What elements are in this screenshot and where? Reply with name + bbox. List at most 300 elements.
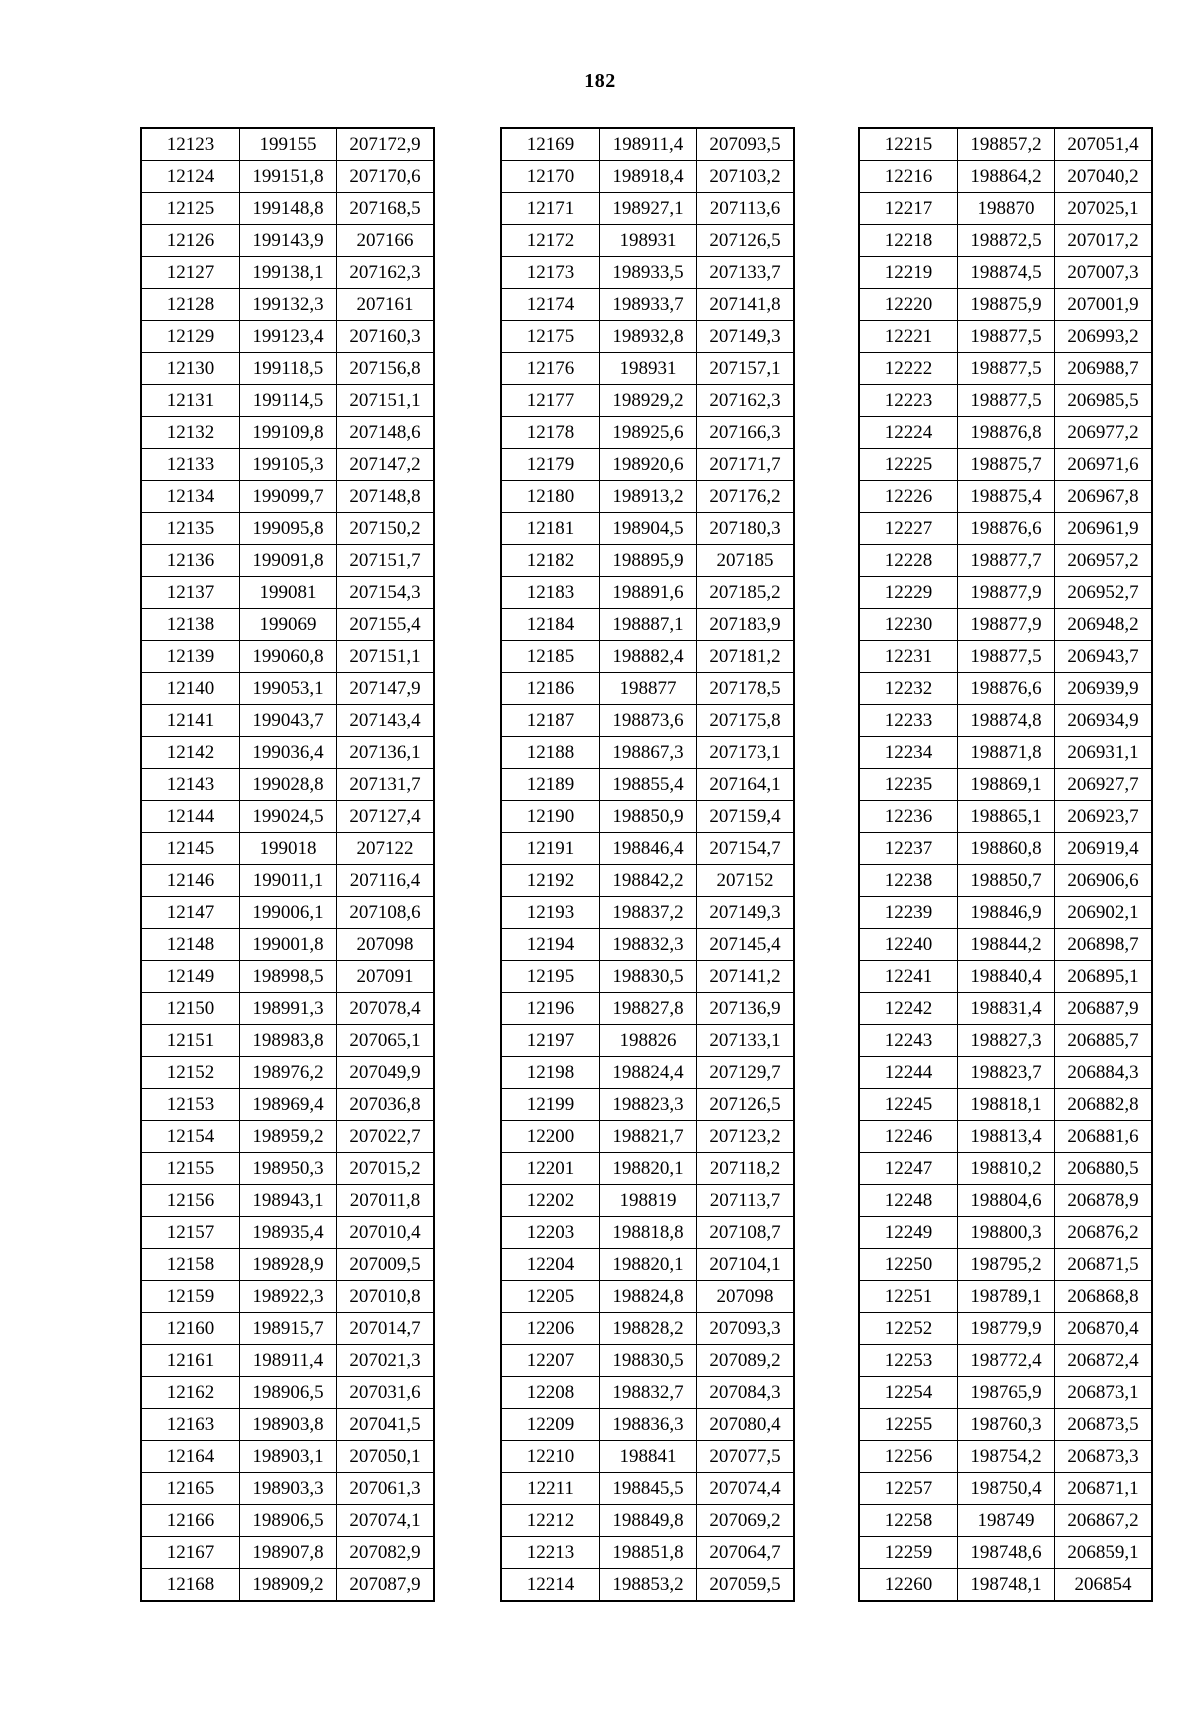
y-coordinate-cell: 207059,5: [697, 1569, 795, 1602]
x-coordinate-cell: 198824,4: [600, 1057, 697, 1089]
y-coordinate-cell: 207136,1: [337, 737, 435, 769]
y-coordinate-cell: 207093,3: [697, 1313, 795, 1345]
table-row: [141, 673, 434, 705]
table-row: [501, 993, 794, 1025]
y-coordinate-cell: 206887,9: [1055, 993, 1153, 1025]
y-coordinate-cell: 207098: [697, 1281, 795, 1313]
x-coordinate-cell: 198828,2: [600, 1313, 697, 1345]
y-coordinate-cell: 206952,7: [1055, 577, 1153, 609]
y-coordinate-cell: 207007,3: [1055, 257, 1153, 289]
table-row: [141, 417, 434, 449]
table-row: [859, 161, 1152, 193]
table-row: [501, 769, 794, 801]
x-coordinate-cell: 198933,7: [600, 289, 697, 321]
point-number-cell: 12182: [501, 545, 600, 577]
x-coordinate-cell: 198874,8: [958, 705, 1055, 737]
point-number-cell: 12154: [141, 1121, 240, 1153]
point-number-cell: 12199: [501, 1089, 600, 1121]
point-number-cell: 12224: [859, 417, 958, 449]
table-row: [859, 1089, 1152, 1121]
point-number-cell: 12219: [859, 257, 958, 289]
y-coordinate-cell: 207104,1: [697, 1249, 795, 1281]
x-coordinate-cell: 198909,2: [240, 1569, 337, 1602]
x-coordinate-cell: 199132,3: [240, 289, 337, 321]
point-number-cell: 12252: [859, 1313, 958, 1345]
coordinate-table-1: [140, 127, 435, 1602]
table-row: [501, 1089, 794, 1121]
x-coordinate-cell: 198887,1: [600, 609, 697, 641]
x-coordinate-cell: 198821,7: [600, 1121, 697, 1153]
point-number-cell: 12189: [501, 769, 600, 801]
table-row: [141, 289, 434, 321]
point-number-cell: 12153: [141, 1089, 240, 1121]
y-coordinate-cell: 207180,3: [697, 513, 795, 545]
y-coordinate-cell: 207173,1: [697, 737, 795, 769]
x-coordinate-cell: 198846,4: [600, 833, 697, 865]
point-number-cell: 12169: [501, 128, 600, 161]
point-number-cell: 12245: [859, 1089, 958, 1121]
point-number-cell: 12229: [859, 577, 958, 609]
table-row: [501, 1217, 794, 1249]
table-row: [859, 833, 1152, 865]
point-number-cell: 12164: [141, 1441, 240, 1473]
x-coordinate-cell: 198842,2: [600, 865, 697, 897]
x-coordinate-cell: 198906,5: [240, 1505, 337, 1537]
y-coordinate-cell: 206895,1: [1055, 961, 1153, 993]
table-row: [859, 609, 1152, 641]
table-row: [501, 225, 794, 257]
x-coordinate-cell: 198911,4: [240, 1345, 337, 1377]
x-coordinate-cell: 198837,2: [600, 897, 697, 929]
point-number-cell: 12250: [859, 1249, 958, 1281]
y-coordinate-cell: 207011,8: [337, 1185, 435, 1217]
table-row: [501, 417, 794, 449]
table-row: [859, 1409, 1152, 1441]
x-coordinate-cell: 198820,1: [600, 1153, 697, 1185]
x-coordinate-cell: 198991,3: [240, 993, 337, 1025]
x-coordinate-cell: 199006,1: [240, 897, 337, 929]
point-number-cell: 12233: [859, 705, 958, 737]
point-number-cell: 12143: [141, 769, 240, 801]
y-coordinate-cell: 207166,3: [697, 417, 795, 449]
point-number-cell: 12129: [141, 321, 240, 353]
table-row: [859, 897, 1152, 929]
x-coordinate-cell: 198844,2: [958, 929, 1055, 961]
table-row: [501, 481, 794, 513]
point-number-cell: 12206: [501, 1313, 600, 1345]
y-coordinate-cell: 207049,9: [337, 1057, 435, 1089]
x-coordinate-cell: 199028,8: [240, 769, 337, 801]
y-coordinate-cell: 207122: [337, 833, 435, 865]
table-row: [859, 1441, 1152, 1473]
x-coordinate-cell: 198877,9: [958, 577, 1055, 609]
table-row: [859, 1057, 1152, 1089]
table-row: [141, 1025, 434, 1057]
x-coordinate-cell: 198827,3: [958, 1025, 1055, 1057]
y-coordinate-cell: 207141,8: [697, 289, 795, 321]
x-coordinate-cell: 198850,7: [958, 865, 1055, 897]
y-coordinate-cell: 207069,2: [697, 1505, 795, 1537]
table-row: [859, 577, 1152, 609]
point-number-cell: 12163: [141, 1409, 240, 1441]
y-coordinate-cell: 207151,1: [337, 641, 435, 673]
table-row: [501, 289, 794, 321]
y-coordinate-cell: 207154,7: [697, 833, 795, 865]
y-coordinate-cell: 207141,2: [697, 961, 795, 993]
x-coordinate-cell: 198851,8: [600, 1537, 697, 1569]
table-row: [859, 1345, 1152, 1377]
point-number-cell: 12179: [501, 449, 600, 481]
y-coordinate-cell: 207031,6: [337, 1377, 435, 1409]
table-row: [859, 801, 1152, 833]
x-coordinate-cell: 198873,6: [600, 705, 697, 737]
point-number-cell: 12152: [141, 1057, 240, 1089]
table-row: [501, 641, 794, 673]
x-coordinate-cell: 198789,1: [958, 1281, 1055, 1313]
point-number-cell: 12124: [141, 161, 240, 193]
table-row: [141, 1537, 434, 1569]
table-row: [859, 353, 1152, 385]
y-coordinate-cell: 207082,9: [337, 1537, 435, 1569]
point-number-cell: 12236: [859, 801, 958, 833]
table-row: [501, 1185, 794, 1217]
point-number-cell: 12217: [859, 193, 958, 225]
y-coordinate-cell: 206906,6: [1055, 865, 1153, 897]
y-coordinate-cell: 207178,5: [697, 673, 795, 705]
x-coordinate-cell: 198918,4: [600, 161, 697, 193]
y-coordinate-cell: 207091: [337, 961, 435, 993]
x-coordinate-cell: 199114,5: [240, 385, 337, 417]
point-number-cell: 12220: [859, 289, 958, 321]
table-row: [141, 1121, 434, 1153]
table-row: [141, 161, 434, 193]
point-number-cell: 12159: [141, 1281, 240, 1313]
table-row: [141, 481, 434, 513]
x-coordinate-cell: 198870: [958, 193, 1055, 225]
y-coordinate-cell: 207147,2: [337, 449, 435, 481]
point-number-cell: 12260: [859, 1569, 958, 1602]
x-coordinate-cell: 198983,8: [240, 1025, 337, 1057]
y-coordinate-cell: 206934,9: [1055, 705, 1153, 737]
y-coordinate-cell: 207051,4: [1055, 128, 1153, 161]
x-coordinate-cell: 198872,5: [958, 225, 1055, 257]
point-number-cell: 12258: [859, 1505, 958, 1537]
table-row: [141, 833, 434, 865]
point-number-cell: 12155: [141, 1153, 240, 1185]
y-coordinate-cell: 206988,7: [1055, 353, 1153, 385]
table-row: [501, 449, 794, 481]
table-row: [859, 1217, 1152, 1249]
point-number-cell: 12253: [859, 1345, 958, 1377]
y-coordinate-cell: 207022,7: [337, 1121, 435, 1153]
table-row: [501, 961, 794, 993]
y-coordinate-cell: 206967,8: [1055, 481, 1153, 513]
y-coordinate-cell: 207010,4: [337, 1217, 435, 1249]
table-row: [859, 769, 1152, 801]
page-number: 182: [584, 70, 616, 92]
table-row: [859, 1281, 1152, 1313]
x-coordinate-cell: 198855,4: [600, 769, 697, 801]
y-coordinate-cell: 207041,5: [337, 1409, 435, 1441]
x-coordinate-cell: 198779,9: [958, 1313, 1055, 1345]
table-row: [501, 321, 794, 353]
y-coordinate-cell: 207152: [697, 865, 795, 897]
y-coordinate-cell: 207080,4: [697, 1409, 795, 1441]
x-coordinate-cell: 198928,9: [240, 1249, 337, 1281]
y-coordinate-cell: 207162,3: [337, 257, 435, 289]
y-coordinate-cell: 207171,7: [697, 449, 795, 481]
x-coordinate-cell: 199105,3: [240, 449, 337, 481]
x-coordinate-cell: 199043,7: [240, 705, 337, 737]
table-row: [859, 673, 1152, 705]
y-coordinate-cell: 206939,9: [1055, 673, 1153, 705]
x-coordinate-cell: 198877,5: [958, 641, 1055, 673]
point-number-cell: 12140: [141, 673, 240, 705]
x-coordinate-cell: 198903,1: [240, 1441, 337, 1473]
table-row: [501, 193, 794, 225]
table-row: [859, 193, 1152, 225]
point-number-cell: 12183: [501, 577, 600, 609]
x-coordinate-cell: 198874,5: [958, 257, 1055, 289]
point-number-cell: 12198: [501, 1057, 600, 1089]
table-row: [859, 128, 1152, 161]
point-number-cell: 12232: [859, 673, 958, 705]
point-number-cell: 12225: [859, 449, 958, 481]
table-row: [501, 833, 794, 865]
point-number-cell: 12216: [859, 161, 958, 193]
y-coordinate-cell: 206871,5: [1055, 1249, 1153, 1281]
point-number-cell: 12244: [859, 1057, 958, 1089]
table-row: [501, 1409, 794, 1441]
point-number-cell: 12160: [141, 1313, 240, 1345]
x-coordinate-cell: 199099,7: [240, 481, 337, 513]
point-number-cell: 12123: [141, 128, 240, 161]
table-row: [859, 1537, 1152, 1569]
x-coordinate-cell: 199011,1: [240, 865, 337, 897]
point-number-cell: 12150: [141, 993, 240, 1025]
table-row: [141, 577, 434, 609]
table-row: [859, 1121, 1152, 1153]
x-coordinate-cell: 198929,2: [600, 385, 697, 417]
coordinate-table-2: [500, 127, 795, 1602]
x-coordinate-cell: 198849,8: [600, 1505, 697, 1537]
y-coordinate-cell: 207148,8: [337, 481, 435, 513]
y-coordinate-cell: 206923,7: [1055, 801, 1153, 833]
table-row: [501, 1537, 794, 1569]
y-coordinate-cell: 207148,6: [337, 417, 435, 449]
point-number-cell: 12161: [141, 1345, 240, 1377]
y-coordinate-cell: 206873,3: [1055, 1441, 1153, 1473]
x-coordinate-cell: 198998,5: [240, 961, 337, 993]
point-number-cell: 12167: [141, 1537, 240, 1569]
x-coordinate-cell: 198824,8: [600, 1281, 697, 1313]
x-coordinate-cell: 198911,4: [600, 128, 697, 161]
point-number-cell: 12132: [141, 417, 240, 449]
x-coordinate-cell: 198925,6: [600, 417, 697, 449]
point-number-cell: 12149: [141, 961, 240, 993]
table-row: [141, 1057, 434, 1089]
table-row: [859, 1185, 1152, 1217]
x-coordinate-cell: 199143,9: [240, 225, 337, 257]
table-row: [141, 128, 434, 161]
point-number-cell: 12230: [859, 609, 958, 641]
y-coordinate-cell: 207077,5: [697, 1441, 795, 1473]
x-coordinate-cell: 198864,2: [958, 161, 1055, 193]
x-coordinate-cell: 199036,4: [240, 737, 337, 769]
y-coordinate-cell: 206854: [1055, 1569, 1153, 1602]
table-row: [859, 225, 1152, 257]
point-number-cell: 12175: [501, 321, 600, 353]
table-row: [141, 737, 434, 769]
x-coordinate-cell: 198860,8: [958, 833, 1055, 865]
point-number-cell: 12193: [501, 897, 600, 929]
table-row: [501, 897, 794, 929]
x-coordinate-cell: 198813,4: [958, 1121, 1055, 1153]
x-coordinate-cell: 199138,1: [240, 257, 337, 289]
point-number-cell: 12127: [141, 257, 240, 289]
table-row: [501, 128, 794, 161]
table-row: [141, 1217, 434, 1249]
x-coordinate-cell: 198875,9: [958, 289, 1055, 321]
x-coordinate-cell: 198818,8: [600, 1217, 697, 1249]
x-coordinate-cell: 198875,7: [958, 449, 1055, 481]
table-row: [141, 865, 434, 897]
y-coordinate-cell: 207168,5: [337, 193, 435, 225]
y-coordinate-cell: 207098: [337, 929, 435, 961]
point-number-cell: 12131: [141, 385, 240, 417]
point-number-cell: 12136: [141, 545, 240, 577]
table-row: [141, 1153, 434, 1185]
point-number-cell: 12184: [501, 609, 600, 641]
y-coordinate-cell: 207113,6: [697, 193, 795, 225]
table-row: [859, 1313, 1152, 1345]
point-number-cell: 12191: [501, 833, 600, 865]
x-coordinate-cell: 198906,5: [240, 1377, 337, 1409]
y-coordinate-cell: 207009,5: [337, 1249, 435, 1281]
y-coordinate-cell: 206873,1: [1055, 1377, 1153, 1409]
y-coordinate-cell: 206902,1: [1055, 897, 1153, 929]
point-number-cell: 12205: [501, 1281, 600, 1313]
table-row: [141, 801, 434, 833]
x-coordinate-cell: 198819: [600, 1185, 697, 1217]
point-number-cell: 12226: [859, 481, 958, 513]
table-row: [501, 353, 794, 385]
table-row: [859, 1505, 1152, 1537]
x-coordinate-cell: 198877,5: [958, 385, 1055, 417]
point-number-cell: 12137: [141, 577, 240, 609]
x-coordinate-cell: 198831,4: [958, 993, 1055, 1025]
x-coordinate-cell: 199060,8: [240, 641, 337, 673]
table-row: [141, 1281, 434, 1313]
table-row: [859, 1153, 1152, 1185]
point-number-cell: 12207: [501, 1345, 600, 1377]
table-row: [141, 545, 434, 577]
y-coordinate-cell: 207155,4: [337, 609, 435, 641]
point-number-cell: 12142: [141, 737, 240, 769]
table-row: [141, 1473, 434, 1505]
point-number-cell: 12151: [141, 1025, 240, 1057]
point-number-cell: 12187: [501, 705, 600, 737]
x-coordinate-cell: 198845,5: [600, 1473, 697, 1505]
point-number-cell: 12213: [501, 1537, 600, 1569]
point-number-cell: 12202: [501, 1185, 600, 1217]
point-number-cell: 12181: [501, 513, 600, 545]
x-coordinate-cell: 198800,3: [958, 1217, 1055, 1249]
y-coordinate-cell: 207015,2: [337, 1153, 435, 1185]
y-coordinate-cell: 207185: [697, 545, 795, 577]
point-number-cell: 12242: [859, 993, 958, 1025]
point-number-cell: 12255: [859, 1409, 958, 1441]
table-row: [141, 257, 434, 289]
x-coordinate-cell: 198920,6: [600, 449, 697, 481]
table-row: [859, 705, 1152, 737]
x-coordinate-cell: 199024,5: [240, 801, 337, 833]
y-coordinate-cell: 207089,2: [697, 1345, 795, 1377]
point-number-cell: 12177: [501, 385, 600, 417]
point-number-cell: 12248: [859, 1185, 958, 1217]
point-number-cell: 12157: [141, 1217, 240, 1249]
y-coordinate-cell: 206885,7: [1055, 1025, 1153, 1057]
table-row: [859, 993, 1152, 1025]
table-row: [501, 801, 794, 833]
x-coordinate-cell: 199018: [240, 833, 337, 865]
y-coordinate-cell: 207126,5: [697, 1089, 795, 1121]
table-row: [501, 545, 794, 577]
y-coordinate-cell: 206871,1: [1055, 1473, 1153, 1505]
y-coordinate-cell: 207185,2: [697, 577, 795, 609]
table-row: [141, 609, 434, 641]
table-row: [141, 1345, 434, 1377]
x-coordinate-cell: 198931: [600, 353, 697, 385]
y-coordinate-cell: 207149,3: [697, 897, 795, 929]
point-number-cell: 12178: [501, 417, 600, 449]
y-coordinate-cell: 207175,8: [697, 705, 795, 737]
y-coordinate-cell: 207113,7: [697, 1185, 795, 1217]
x-coordinate-cell: 198832,7: [600, 1377, 697, 1409]
table-row: [501, 1025, 794, 1057]
table-row: [141, 769, 434, 801]
y-coordinate-cell: 207172,9: [337, 128, 435, 161]
table-row: [859, 737, 1152, 769]
y-coordinate-cell: 207170,6: [337, 161, 435, 193]
x-coordinate-cell: 199069: [240, 609, 337, 641]
x-coordinate-cell: 198876,6: [958, 513, 1055, 545]
y-coordinate-cell: 207150,2: [337, 513, 435, 545]
x-coordinate-cell: 198922,3: [240, 1281, 337, 1313]
y-coordinate-cell: 206881,6: [1055, 1121, 1153, 1153]
point-number-cell: 12231: [859, 641, 958, 673]
y-coordinate-cell: 206859,1: [1055, 1537, 1153, 1569]
y-coordinate-cell: 207021,3: [337, 1345, 435, 1377]
y-coordinate-cell: 207143,4: [337, 705, 435, 737]
point-number-cell: 12214: [501, 1569, 600, 1602]
table-row: [859, 1377, 1152, 1409]
point-number-cell: 12247: [859, 1153, 958, 1185]
table-row: [859, 1025, 1152, 1057]
point-number-cell: 12195: [501, 961, 600, 993]
x-coordinate-cell: 199148,8: [240, 193, 337, 225]
table-row: [141, 929, 434, 961]
table-row: [501, 1505, 794, 1537]
y-coordinate-cell: 207050,1: [337, 1441, 435, 1473]
x-coordinate-cell: 198943,1: [240, 1185, 337, 1217]
table-row: [501, 673, 794, 705]
y-coordinate-cell: 207118,2: [697, 1153, 795, 1185]
point-number-cell: 12180: [501, 481, 600, 513]
point-number-cell: 12190: [501, 801, 600, 833]
point-number-cell: 12209: [501, 1409, 600, 1441]
table-row: [501, 1153, 794, 1185]
